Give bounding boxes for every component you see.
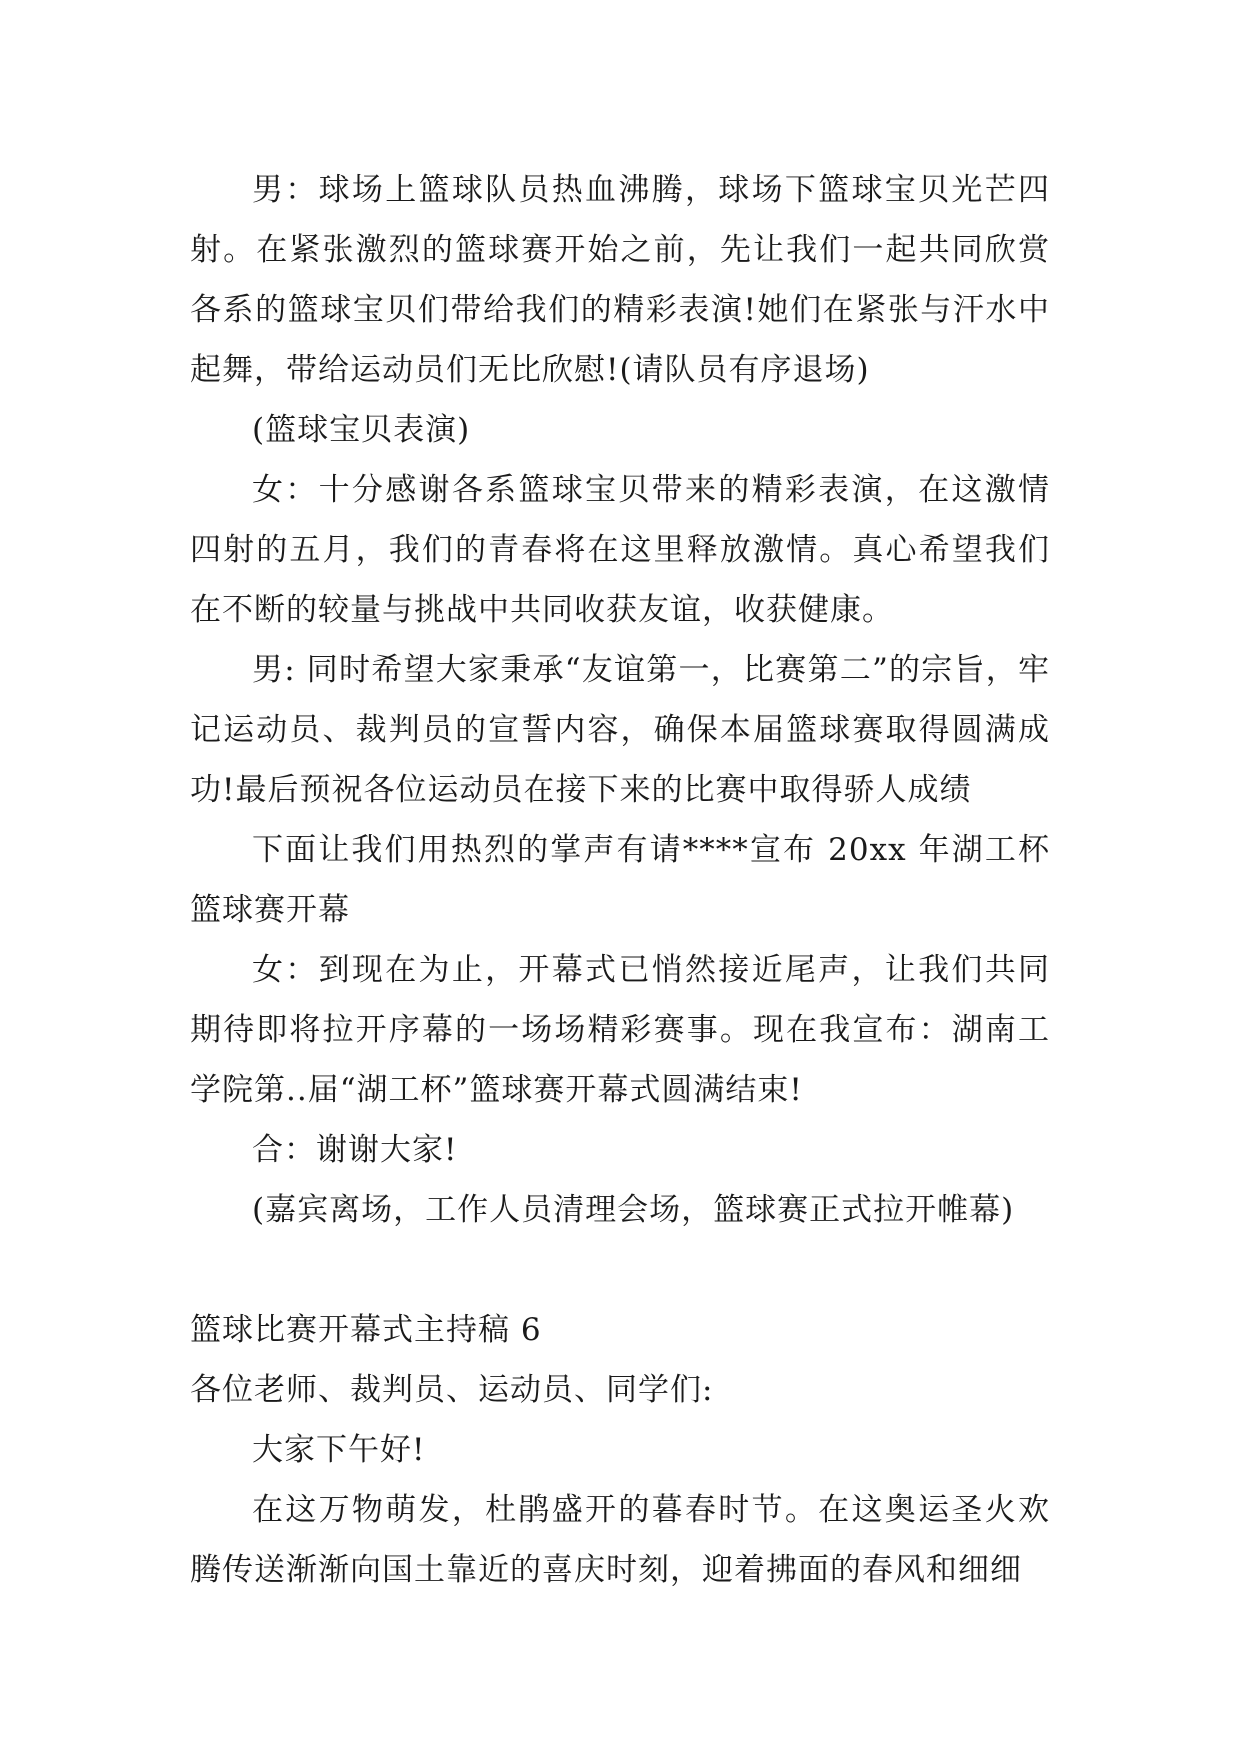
paragraph: 在这万物萌发，杜鹃盛开的暮春时节。在这奥运圣火欢腾传送渐渐向国土靠近的喜庆时刻，迎着拂面的春风和细细 [190,1492,1050,1588]
paragraph: (篮球宝贝表演) [252,412,471,448]
paragraph: (嘉宾离场，工作人员清理会场，篮球赛正式拉开帷幕) [252,1192,1015,1228]
paragraph: 合：谢谢大家! [252,1132,458,1168]
paragraph: 大家下午好! [252,1432,426,1468]
paragraph: 男: 同时希望大家秉承“友谊第一，比赛第二”的宗旨，牢记运动员、裁判员的宣誓内容，确保本届篮球赛取得圆满成功!最后预祝各位运动员在接下来的比赛中取得骄人成绩 [190,652,1050,808]
paragraph: 女：十分感谢各系篮球宝贝带来的精彩表演，在这激情四射的五月，我们的青春将在这里释放激情。真心希望我们在不断的较量与挑战中共同收获友谊，收获健康。 [190,472,1050,628]
salutation: 各位老师、裁判员、运动员、同学们: [190,1372,714,1408]
paragraph: 女：到现在为止，开幕式已悄然接近尾声，让我们共同期待即将拉开序幕的一场场精彩赛事。现在我宣布：湖南工学院第..届“湖工杯”篮球赛开幕式圆满结束! [190,952,1050,1108]
paragraph: 男：球场上篮球队员热血沸腾，球场下篮球宝贝光芒四射。在紧张激烈的篮球赛开始之前，先让我们一起共同欣赏各系的篮球宝贝们带给我们的精彩表演!她们在紧张与汗水中起舞，带给运动员们无比欣慰!(请队员有序退场) [190,172,1050,388]
section-title: 篮球比赛开幕式主持稿 6 [190,1312,542,1348]
paragraph: 下面让我们用热烈的掌声有请****宣布 20xx 年湖工杯篮球赛开幕 [190,832,1050,928]
document-page [190,160,1050,1600]
section-spacer [190,1240,1050,1300]
